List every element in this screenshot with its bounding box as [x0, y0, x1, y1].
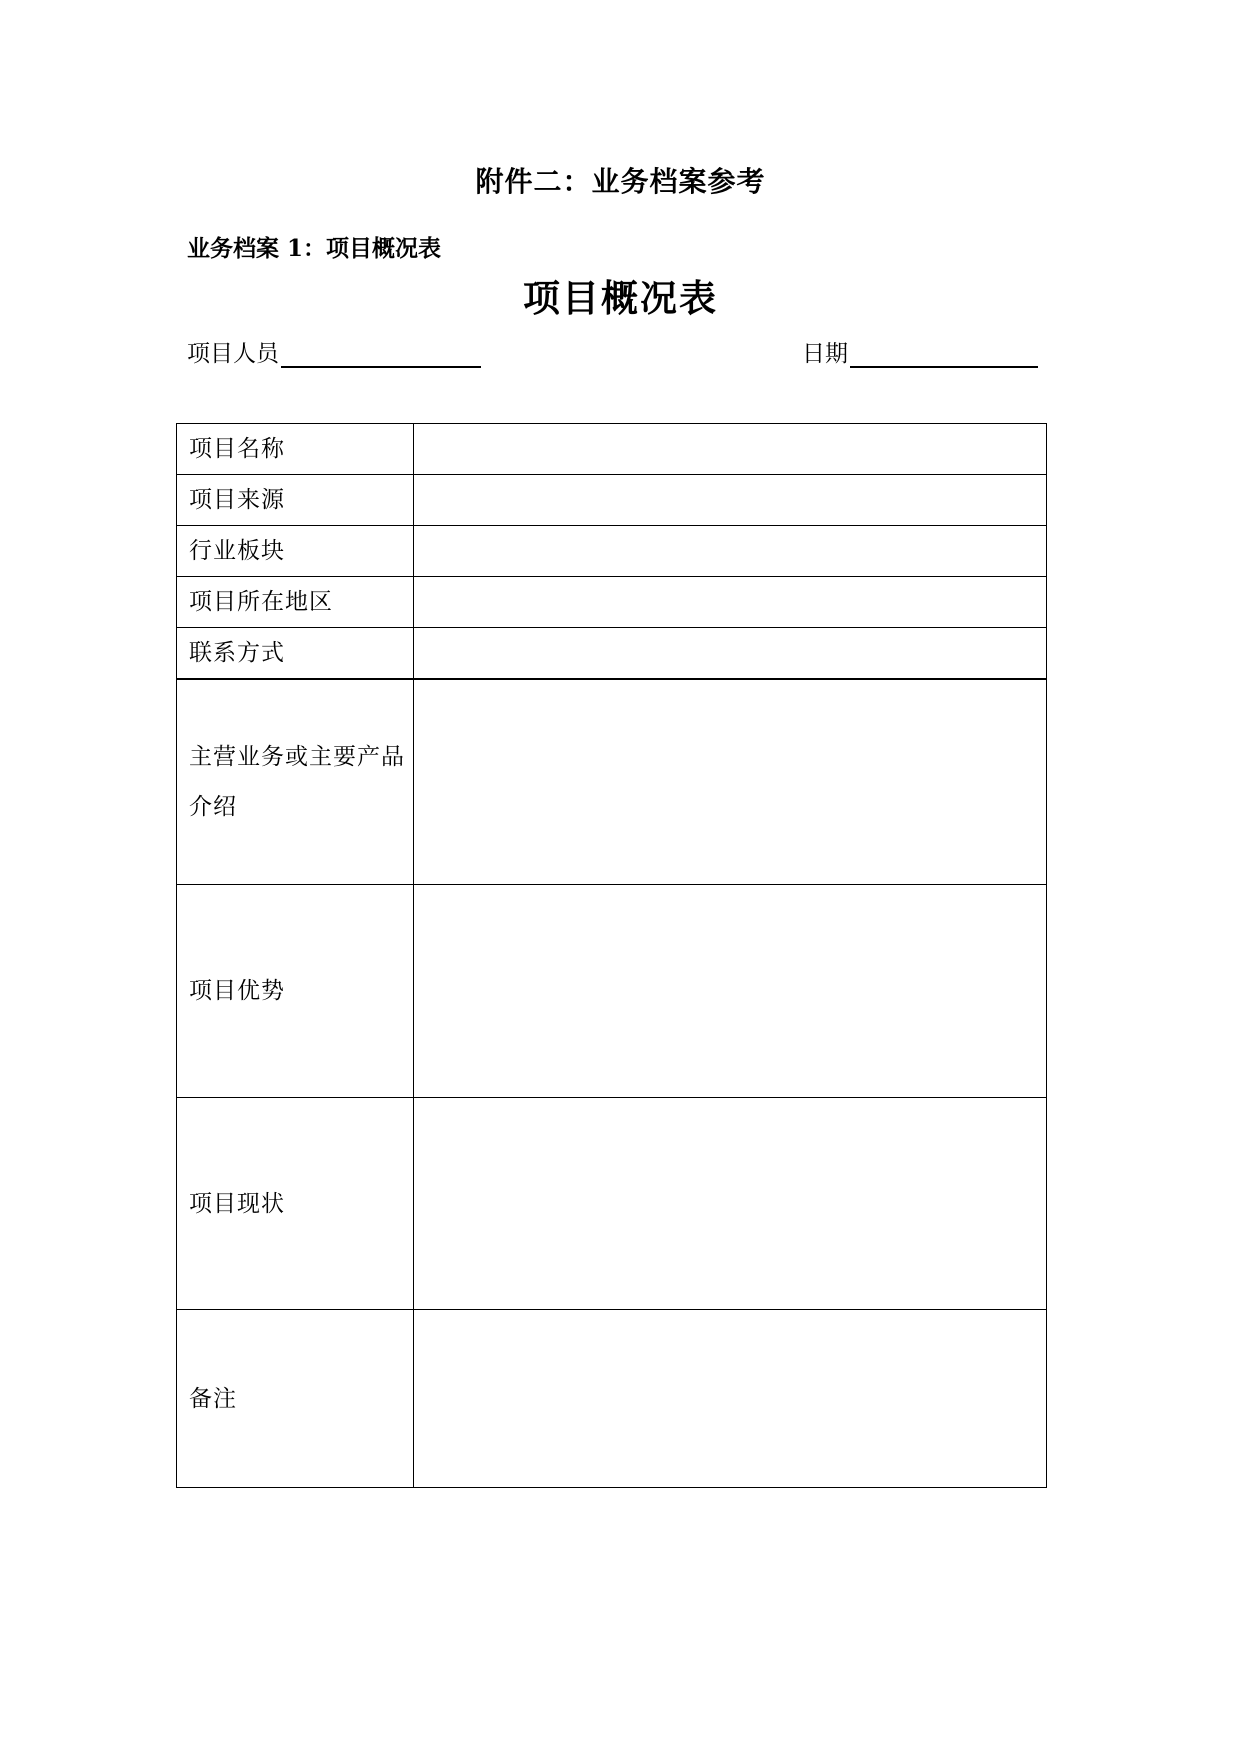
table-row	[177, 475, 1047, 526]
row-label-contact: 联系方式	[177, 628, 414, 680]
row-label-main-business: 主营业务或主要产品介绍	[177, 679, 414, 885]
row-value-industry-sector[interactable]	[414, 526, 1047, 577]
row-label-project-status: 项目现状	[177, 1098, 414, 1310]
row-value-project-region[interactable]	[414, 577, 1047, 628]
form-title: 项目概况表	[523, 276, 718, 320]
row-value-main-business[interactable]	[414, 679, 1047, 885]
row-label-project-source: 项目来源	[177, 475, 414, 526]
personnel-fill-line[interactable]	[281, 340, 481, 368]
date-label: 日期	[802, 341, 848, 367]
row-value-remarks[interactable]	[414, 1310, 1047, 1488]
table-row	[177, 526, 1047, 577]
date-field	[802, 335, 1038, 368]
row-label-industry-sector: 行业板块	[177, 526, 414, 577]
project-overview-table	[176, 423, 1047, 1488]
table-row	[177, 577, 1047, 628]
table-row	[177, 424, 1047, 475]
row-value-project-status[interactable]	[414, 1098, 1047, 1310]
row-label-remarks: 备注	[177, 1310, 414, 1488]
table-row	[177, 628, 1047, 680]
row-label-project-region: 项目所在地区	[177, 577, 414, 628]
table-row	[177, 1310, 1047, 1488]
row-value-project-advantages[interactable]	[414, 885, 1047, 1098]
row-value-contact[interactable]	[414, 628, 1047, 680]
personnel-label: 项目人员	[187, 341, 279, 367]
row-value-project-source[interactable]	[414, 475, 1047, 526]
table-row	[177, 1098, 1047, 1310]
archive-title: 业务档案 1：项目概况表	[187, 235, 442, 262]
row-value-project-name[interactable]	[414, 424, 1047, 475]
date-fill-line[interactable]	[850, 340, 1038, 368]
row-label-project-name: 项目名称	[177, 424, 414, 475]
table-row	[177, 885, 1047, 1098]
row-label-project-advantages: 项目优势	[177, 885, 414, 1098]
personnel-field	[187, 335, 481, 368]
attachment-title: 附件二：业务档案参考	[475, 165, 766, 198]
table-row	[177, 679, 1047, 885]
